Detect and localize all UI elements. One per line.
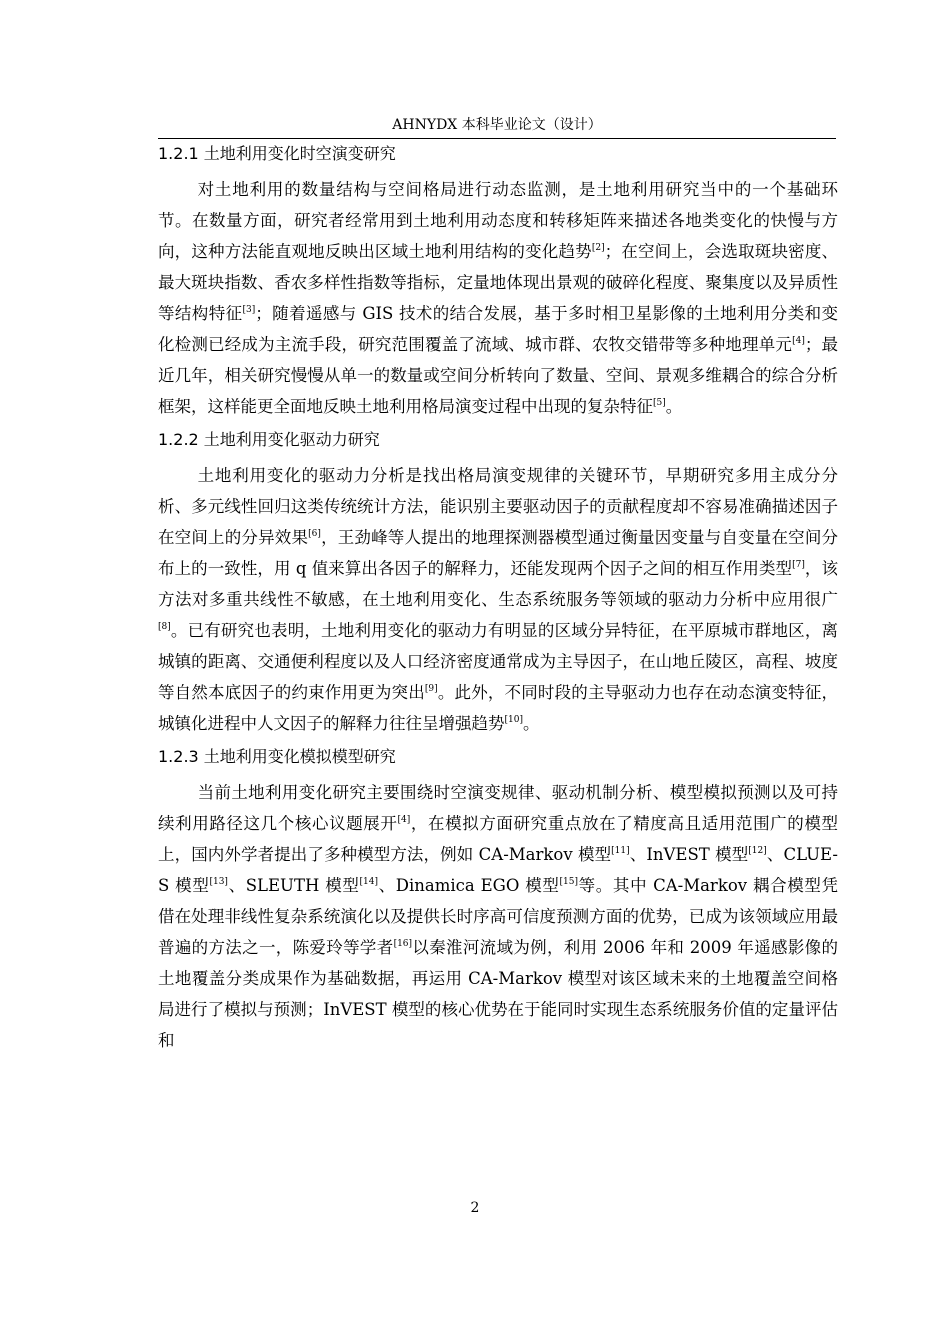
paragraph-text: ；随着遥感与 GIS 技术的结合发展，基于多时相卫星影像的土地利用分类和变化检测已经成为主流手段，研究范围覆盖了流域、城市群、农牧交错带等多种地理单元 — [158, 304, 839, 354]
paragraph-text: ，该方法对多重共线性不敏感，在土地利用变化、生态系统服务等领域的驱动力分析中应用很广 — [158, 559, 838, 609]
paragraph-text: 对土地利用的数量结构与空间格局进行动态监测，是土地利用研究当中的一个基础环节。在数量方面，研究者经常用到土地利用动态度和转移矩阵来描述各地类变化的快慢与方向，这种方法能直观地反映出区域土地利用结构的变化趋势 — [158, 180, 838, 261]
paragraph-text: 。 — [665, 397, 683, 416]
section-heading: 1.2.3 土地利用变化模拟模型研究 — [158, 747, 396, 766]
paragraph-text: 、InVEST 模型 — [629, 845, 749, 864]
section-paragraph — [158, 777, 838, 1056]
citation-marker: [6] — [308, 529, 321, 539]
paragraph-text: 。已有研究也表明，土地利用变化的驱动力有明显的区域分异特征，在平原城市群地区，离城镇的距离、交通便利程度以及人口经济密度通常成为主导因子，在山地丘陵区，高程、坡度等自然本底因子的约束作用更为突出 — [158, 621, 838, 702]
section-1-2-2 — [158, 426, 838, 739]
paragraph-text: 、CLUE-S 模型 — [158, 845, 838, 895]
citation-marker: [5] — [653, 398, 666, 408]
citation-marker: [2] — [591, 243, 605, 253]
citation-marker: [3] — [242, 305, 256, 315]
section-1-2-1 — [158, 140, 838, 422]
paragraph-text: ；最近几年，相关研究慢慢从单一的数量或空间分析转向了数量、空间、景观多维耦合的综合分析框架，这样能更全面地反映土地利用格局演变过程中出现的复杂特征 — [158, 335, 839, 416]
paragraph-text: 当前土地利用变化研究主要围绕时空演变规律、驱动机制分析、模型模拟预测以及可持续利用路径这几个核心议题展开 — [158, 783, 838, 833]
document-body — [158, 140, 838, 1060]
paragraph-text: 、Dinamica EGO 模型 — [377, 876, 560, 895]
citation-marker: [4] — [397, 815, 411, 825]
paragraph-text: ，在模拟方面研究重点放在了精度高且适用范围广的模型上，国内外学者提出了多种模型方法，例如 CA-Markov 模型 — [158, 814, 839, 864]
citation-marker: [8] — [158, 622, 171, 632]
citation-marker: [10] — [504, 715, 523, 725]
paragraph-text: 等。其中 CA-Markov 耦合模型凭借在处理非线性复杂系统演化以及提供长时序高可信度预测方面的优势，已成为该领域应用最普遍的方法之一，陈爱玲等学者 — [158, 876, 838, 957]
paragraph-text: 。 — [522, 714, 540, 733]
paragraph-text: 。此外，不同时段的主导驱动力也存在动态演变特征，城镇化进程中人文因子的解释力往往呈增强趋势 — [158, 683, 839, 733]
page-header: AHNYDX 本科毕业论文（设计） — [392, 117, 602, 133]
paragraph-text: 土地利用变化的驱动力分析是找出格局演变规律的关键环节，早期研究多用主成分分析、多元线性回归这类传统统计方法，能识别主要驱动因子的贡献程度却不容易准确描述因子在空间上的分异效果 — [158, 466, 838, 547]
citation-marker: [9] — [424, 684, 438, 694]
header-divider — [158, 138, 836, 139]
citation-marker: [7] — [792, 560, 805, 570]
citation-marker: [13] — [209, 877, 228, 887]
paragraph-text: 以秦淮河流域为例，利用 2006 年和 2009 年遥感影像的土地覆盖分类成果作为基础数据，再运用 CA-Markov 模型对该区域未来的土地覆盖空间格局进行了模拟与预测；InVEST 模型的核心优势在于能同时实现生态系统服务价值的定量评估和 — [158, 938, 838, 1050]
paragraph-text: ，王劲峰等人提出的地理探测器模型通过衡量因变量与自变量在空间分布上的一致性，用 q 值来算出各因子的解释力，还能发现两个因子之间的相互作用类型 — [158, 528, 839, 578]
section-paragraph — [158, 460, 838, 739]
paragraph-text: ；在空间上，会选取斑块密度、最大斑块指数、香农多样性指数等指标，定量地体现出景观的破碎化程度、聚集度以及异质性等结构特征 — [158, 242, 839, 323]
citation-marker: [16] — [393, 939, 413, 949]
section-heading: 1.2.1 土地利用变化时空演变研究 — [158, 144, 396, 163]
page-number: 2 — [470, 1200, 480, 1216]
citation-marker: [12] — [748, 846, 767, 856]
section-paragraph — [158, 174, 838, 422]
citation-marker: [4] — [792, 336, 805, 346]
section-heading: 1.2.2 土地利用变化驱动力研究 — [158, 430, 380, 449]
paragraph-text: 、SLEUTH 模型 — [227, 876, 360, 895]
citation-marker: [14] — [359, 877, 378, 887]
section-1-2-3 — [158, 743, 838, 1056]
citation-marker: [15] — [559, 877, 579, 887]
citation-marker: [11] — [611, 846, 630, 856]
